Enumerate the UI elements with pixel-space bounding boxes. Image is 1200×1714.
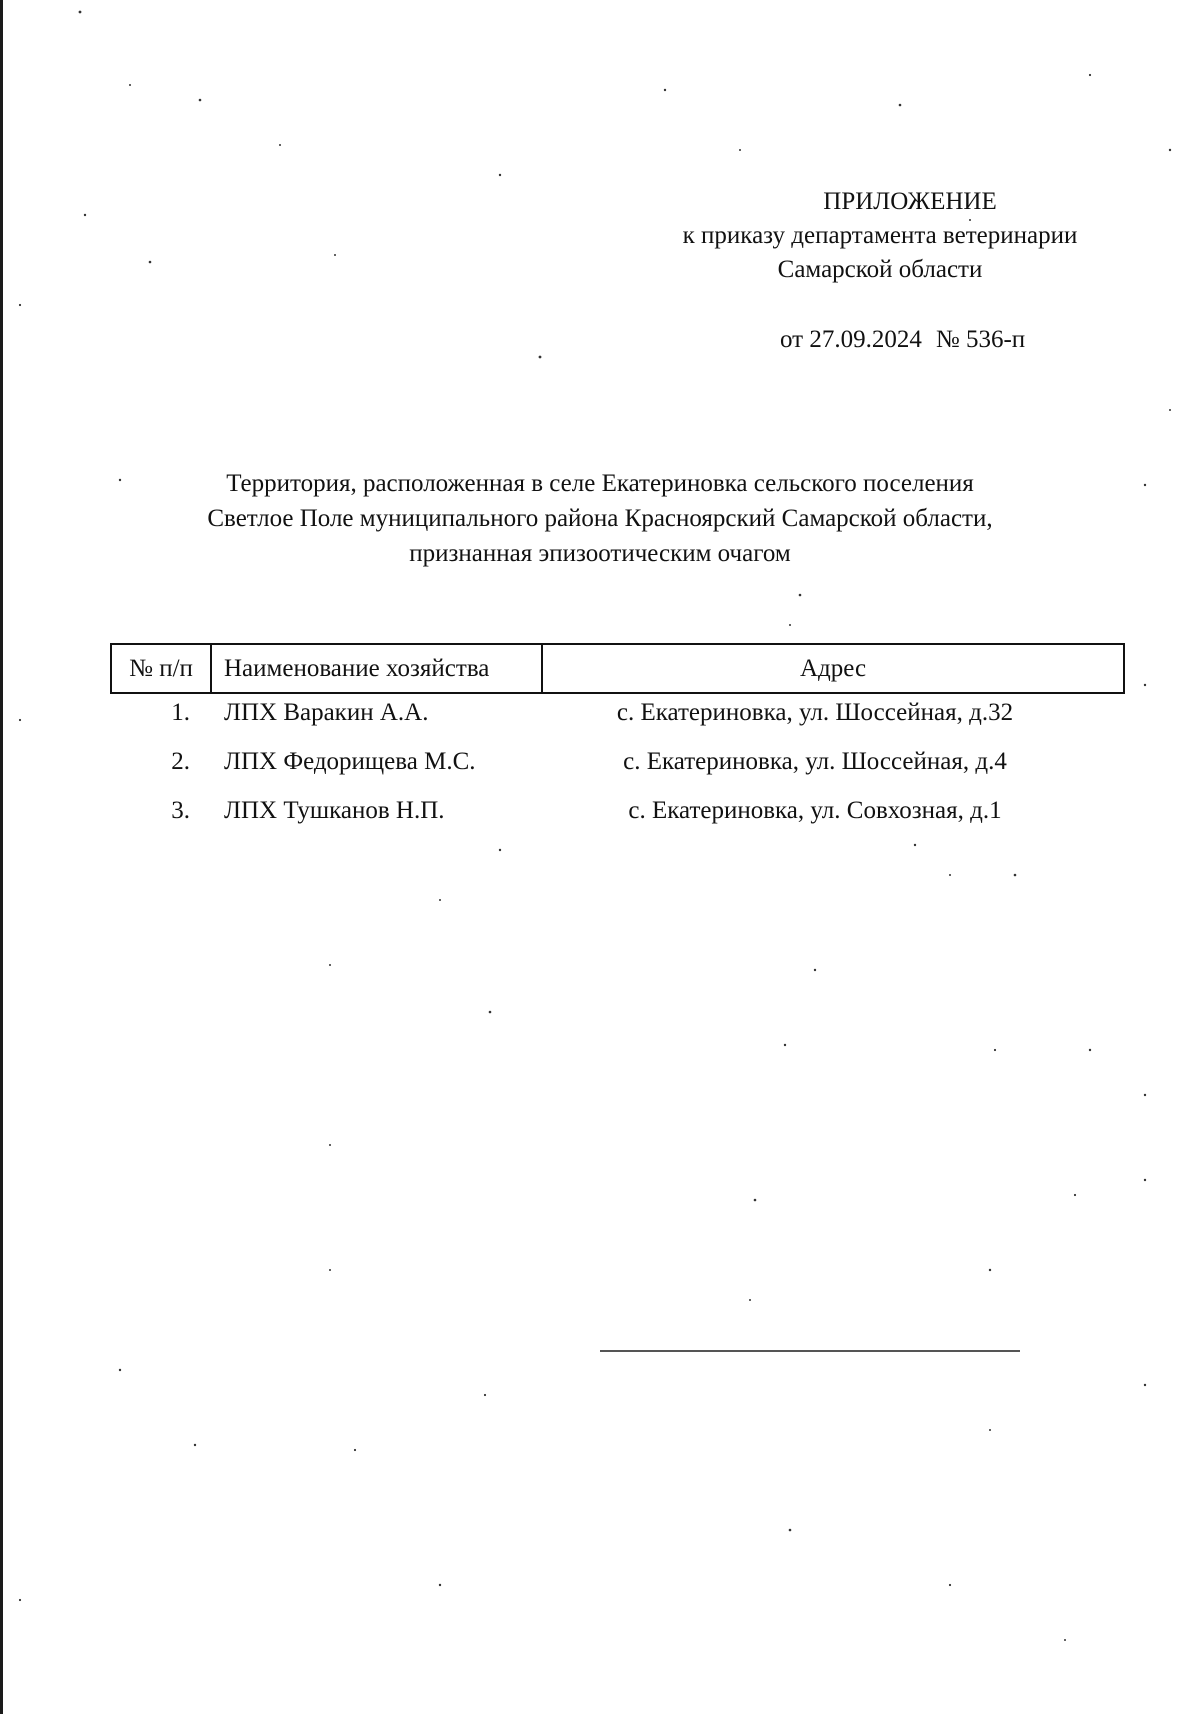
document-heading (150, 466, 1050, 571)
row-number: 2. (171, 748, 190, 775)
appendix-line-1: к приказу департамента ветеринарии (682, 222, 1078, 249)
heading-line-2: Светлое Поле муниципального района Красноярский Самарской области, (207, 505, 993, 532)
row-name: ЛПХ Тушканов Н.П. (224, 797, 445, 824)
row-address: с. Екатериновка, ул. Шоссейная, д.32 (616, 699, 1014, 726)
table-row (110, 694, 1125, 743)
heading-line-3: признанная эпизоотическим очагом (409, 540, 791, 567)
row-address: с. Екатериновка, ул. Совхозная, д.1 (628, 797, 1002, 824)
table-body (110, 694, 1125, 841)
row-name: ЛПХ Федорищева М.С. (224, 748, 476, 775)
appendix-header (620, 185, 1140, 287)
row-address: с. Екатериновка, ул. Шоссейная, д.4 (623, 748, 1007, 775)
column-header-name: Наименование хозяйства (212, 645, 543, 692)
order-reference (780, 326, 1120, 354)
row-number: 3. (171, 797, 190, 824)
heading-line-1: Территория, расположенная в селе Екатериновка сельского поселения (226, 470, 974, 497)
row-number: 1. (171, 699, 190, 726)
row-name: ЛПХ Варакин А.А. (224, 699, 429, 726)
appendix-line-2: Самарской области (777, 256, 983, 283)
column-header-number: № п/п (112, 645, 212, 692)
table-row (110, 792, 1125, 841)
table-header (110, 643, 1125, 694)
order-date: от 27.09.2024 (780, 326, 922, 353)
table-row (110, 743, 1125, 792)
appendix-title: ПРИЛОЖЕНИЕ (823, 188, 997, 215)
order-number: № 536-п (935, 326, 1026, 353)
column-header-address: Адрес (799, 654, 867, 682)
scan-edge (0, 0, 3, 1714)
